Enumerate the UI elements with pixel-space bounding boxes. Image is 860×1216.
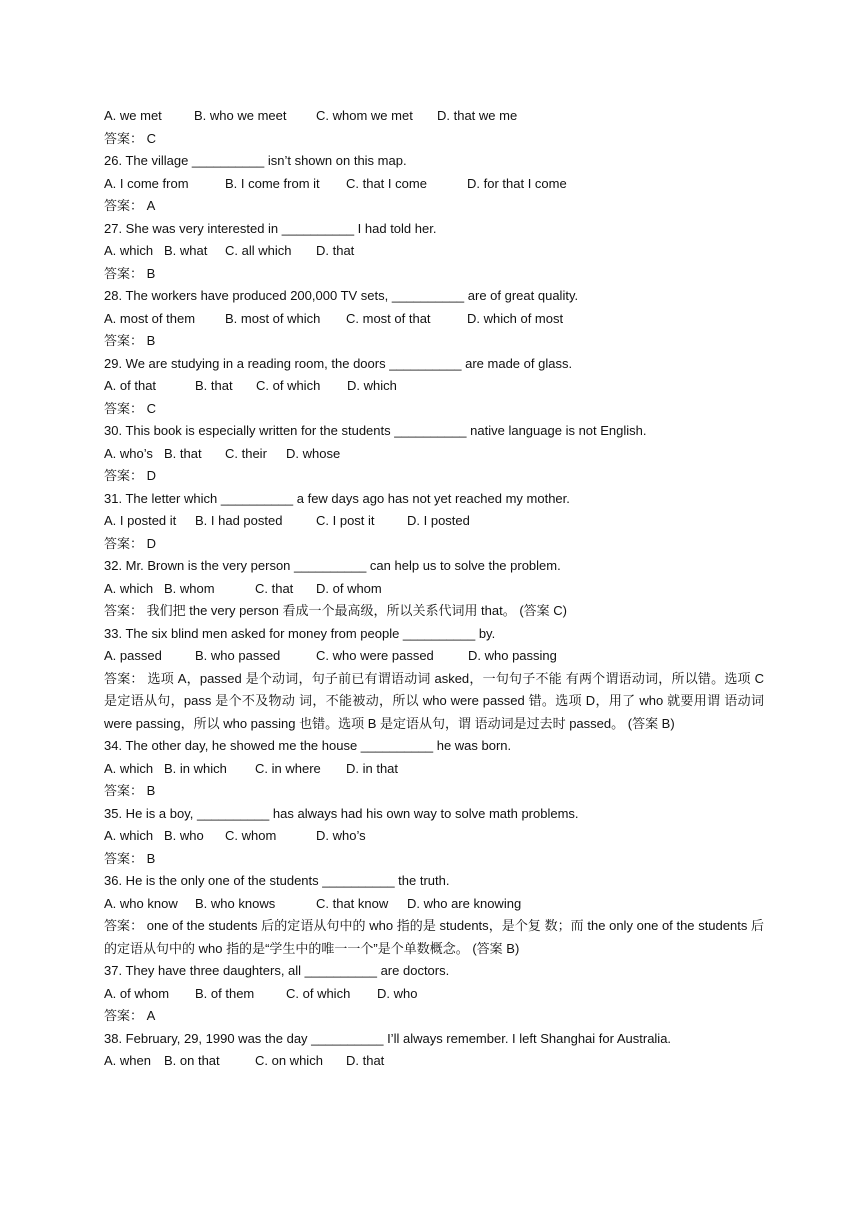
answer-option: A. I posted it	[104, 513, 177, 528]
answer-option: C. of which	[256, 378, 321, 393]
answer-option: A. of that	[104, 378, 157, 393]
answer-option: A. when	[104, 1053, 151, 1068]
document-body	[104, 105, 764, 1073]
option-row	[104, 443, 764, 466]
answer-option: A. we met	[104, 108, 162, 123]
option-row	[104, 173, 764, 196]
answer-line: 答案： A	[104, 1008, 156, 1023]
answer-option: D. whose	[286, 445, 341, 461]
answer-option: B. most of which	[225, 310, 321, 326]
answer-line: 答案： D	[104, 468, 157, 483]
answer-option: A. most of them	[104, 310, 196, 326]
answer-option: D. that we me	[437, 108, 518, 123]
answer-option: B. I had posted	[195, 513, 283, 528]
question-line: 31. The letter which __________ a few days ago has not yet reached my mother.	[104, 490, 570, 506]
answer-option: C. most of that	[346, 310, 431, 326]
answer-line: 答案： B	[104, 333, 156, 348]
answer-option: D. that	[346, 1053, 385, 1068]
answer-option: C. whom we met	[316, 108, 413, 123]
answer-option: B. I come from it	[225, 175, 320, 191]
answer-option: A. which	[104, 828, 154, 843]
answer-option: B. who	[164, 828, 204, 843]
answer-option: B. that	[195, 378, 233, 393]
answer-option: D. who	[377, 985, 418, 1001]
option-row	[104, 510, 764, 533]
answer-option: D. who passing	[468, 648, 557, 663]
question-line: 36. He is the only one of the students __________ the truth.	[104, 873, 450, 888]
answer-option: D. who’s	[316, 828, 366, 843]
option-row	[104, 758, 764, 781]
answer-option: D. in that	[346, 760, 399, 776]
question-line: 26. The village __________ isn’t shown on this map.	[104, 153, 407, 168]
answer-option: B. who knows	[195, 895, 276, 911]
answer-option: A. of whom	[104, 985, 170, 1001]
answer-option: A. which	[104, 580, 154, 596]
answer-option: A. passed	[104, 648, 162, 663]
answer-option: C. in where	[255, 760, 321, 776]
option-row	[104, 105, 764, 128]
option-row	[104, 893, 764, 916]
answer-option: C. their	[225, 445, 267, 461]
answer-option: D. for that I come	[467, 175, 567, 191]
answer-line: 答案： B	[104, 783, 156, 798]
question-line: 37. They have three daughters, all __________ are doctors.	[104, 963, 450, 978]
answer-option: D. that	[316, 243, 355, 258]
question-line: 32. Mr. Brown is the very person __________ can help us to solve the problem.	[104, 558, 561, 573]
answer-option: B. who passed	[195, 648, 281, 663]
option-row	[104, 983, 764, 1006]
answer-option: C. that	[255, 580, 294, 596]
answer-option: D. who are knowing	[407, 895, 522, 911]
answer-option: B. of them	[195, 985, 255, 1001]
question-line: 38. February, 29, 1990 was the day __________ I’ll always remember. I left Shanghai for Australia.	[104, 1030, 672, 1046]
question-line: 28. The workers have produced 200,000 TV sets, __________ are of great quality.	[104, 288, 579, 303]
answer-option: C. whom	[225, 828, 277, 843]
answer-option: D. which	[347, 378, 397, 393]
option-row	[104, 1050, 764, 1073]
answer-line: 答案： 选项 A，passed 是个动词，句子前已有谓语动词 asked，一句句子不能 有两个谓语动词，所以错。选项 C 是定语从句，pass 是个不及物动 词，不能被动，所以 who were passed 错。选项 D，用了 who 就要用谓 语动词 were passing，所以 who passing 也错。选项 B 是定语从句，谓 语动词是过去时 passed。 (答案 B)	[104, 670, 764, 731]
answer-option: A. which	[104, 760, 154, 776]
answer-option: D. which of most	[467, 310, 564, 326]
option-row	[104, 240, 764, 263]
answer-option: C. of which	[286, 985, 351, 1001]
question-line: 29. We are studying in a reading room, the doors __________ are made of glass.	[104, 355, 573, 371]
answer-option: A. which	[104, 243, 154, 258]
answer-option: A. who know	[104, 895, 178, 911]
answer-option: A. I come from	[104, 175, 189, 191]
question-line: 27. She was very interested in __________ I had told her.	[104, 220, 437, 236]
answer-option: C. who were passed	[316, 648, 434, 663]
answer-option: C. that know	[316, 895, 389, 911]
question-line: 34. The other day, he showed me the house __________ he was born.	[104, 738, 512, 753]
answer-line: 答案： 我们把 the very person 看成一个最高级，所以关系代词用 that。 (答案 C)	[104, 603, 568, 618]
answer-line: 答案： B	[104, 850, 156, 866]
answer-line: 答案： one of the students 后的定语从句中的 who 指的是 students，是个复 数；而 the only one of the students 后的定语从句中的 who 指的是“学生中的唯一一个”是个单数概念。 (答案 B)	[104, 918, 764, 956]
answer-option: D. I posted	[407, 513, 470, 528]
answer-option: B. what	[164, 243, 208, 258]
answer-line: 答案： D	[104, 535, 157, 551]
option-row	[104, 375, 764, 398]
question-line: 30. This book is especially written for the students __________ native language is not English.	[104, 423, 647, 438]
answer-line: 答案： B	[104, 265, 156, 281]
answer-option: B. who we meet	[194, 108, 287, 123]
answer-option: D. of whom	[316, 580, 382, 596]
option-row	[104, 645, 764, 668]
question-line: 35. He is a boy, __________ has always had his own way to solve math problems.	[104, 805, 579, 821]
answer-line: 答案： C	[104, 130, 157, 146]
answer-option: B. whom	[164, 580, 215, 596]
answer-option: C. on which	[255, 1053, 323, 1068]
answer-line: 答案： A	[104, 198, 156, 213]
option-row	[104, 825, 764, 848]
answer-option: C. I post it	[316, 513, 375, 528]
option-row	[104, 578, 764, 601]
answer-option: B. on that	[164, 1053, 220, 1068]
answer-option: B. that	[164, 445, 202, 461]
answer-option: B. in which	[164, 760, 227, 776]
answer-line: 答案： C	[104, 400, 157, 416]
answer-option: C. all which	[225, 243, 292, 258]
answer-option: A. who’s	[104, 445, 153, 461]
answer-option: C. that I come	[346, 175, 427, 191]
question-line: 33. The six blind men asked for money from people __________ by.	[104, 625, 496, 641]
option-row	[104, 308, 764, 331]
